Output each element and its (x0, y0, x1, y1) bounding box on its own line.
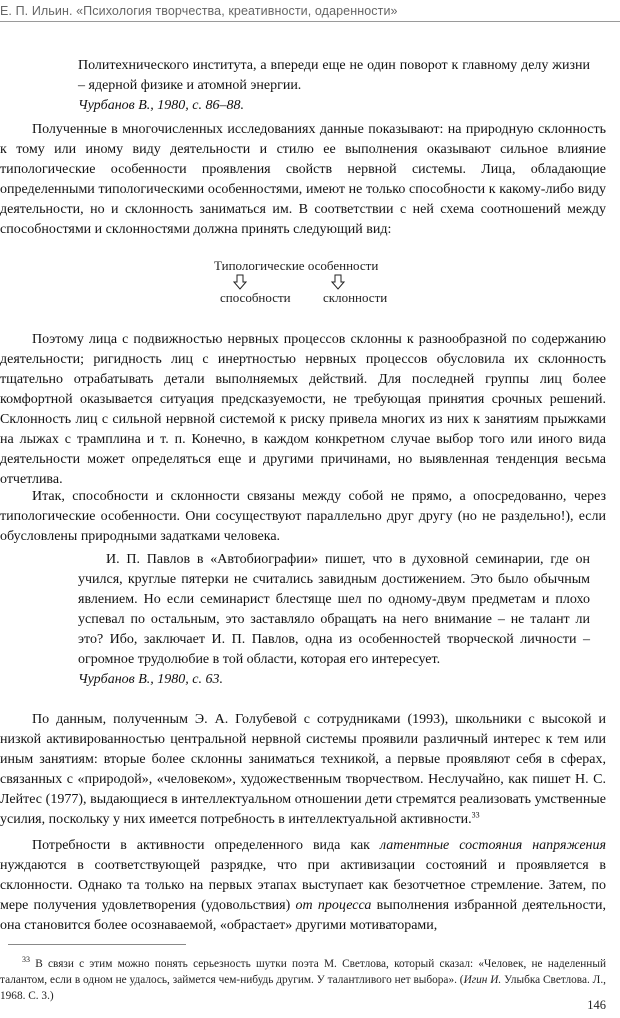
paragraph-3: Итак, способности и склонности связаны между собой не прямо, а опосредованно, через типологические особенности. Они сосуществуют параллельно друг другу (но не раздельно!), если обусловлены природными задатками человека. (0, 489, 606, 544)
term-latent-states: латентные состояния напряжения (379, 838, 606, 853)
paragraph-2: Поэтому лица с подвижностью нервных процессов склонны к разнообразной по содержанию деятельности; ригидность лиц с инертностью нервных процессов обусловила их склонность тщательно отрабатывать детали выполняемых действий. Для последней группы лиц более комфортной оказывается ситуация предсказуемости, не требующая принятия срочных решений. Склонность лиц с сильной нервной системой к риску привела многих из них к занятиям прыжками на лыжах с трамплина и т. п. Конечно, в каждом конкретном случае выбор того или иного вида деятельности может определяться еще и другими причинами, но выявленная тенденция весьма отчетлива. (0, 332, 606, 487)
page-number: 146 (587, 998, 606, 1012)
quote-block-2 (78, 550, 590, 690)
diagram-top-label: Типологические особенности (214, 258, 379, 273)
paragraph-5-start: Потребности в активности определенного вида как (32, 838, 380, 853)
quote-1-text: Политехнического института, а впереди еще не один поворот к главному делу жизни – ядерной физике и атомной энергии. (78, 58, 590, 93)
running-header: Е. П. Ильин. «Психология творчества, креативности, одаренности» (0, 4, 398, 18)
footnote-text-start: В связи с этим можно понять серьезность шутки поэта М. Светлова, который сказал: «Человек, не наделенный талантом, если в одном не удалось, займется чем-нибудь другим. У талантливого нет выбора». ( (0, 958, 606, 986)
paragraph-5-mid: нуждаются в соответствующей разрядке, что при активизации состояний и проявляется в склонности. Однако та только на первых этапах выступает как безотчетное стремление. Затем, по мере получения удовлетворения (удовольствия) (0, 858, 606, 913)
quote-1-citation: Чурбанов В., 1980, с. 86–88. (78, 98, 245, 113)
diagram-right-label: склонности (323, 290, 388, 305)
paragraph-1: Полученные в многочисленных исследованиях данные показывают: на природную склонность к тому или иному виду деятельности и стилю ее выполнения оказывают сильное влияние типологические особенности проявления свойств нервной системы. Лица, обладающие определенными типологическими особенностями, имеют не только способности к какому-либо виду деятельности, но и склонность заниматься им. В соответствии с ней схема соотношений между способностями и склонностями должна принять следующий вид: (0, 122, 606, 237)
quote-2-citation: Чурбанов В., 1980, с. 63. (78, 672, 224, 687)
quote-2-text: И. П. Павлов в «Автобиографии» пишет, что в духовной семинарии, где он учился, круглые пятерки не считались завидным достижением. Это было обычным явлением. Но если семинарист блестяще шел по одному-двум предметам и плохо успевал по остальным, это заставляло обращать на него внимание – не талант ли это? Ибо, заключает И. П. Павлов, одна из особенностей творческой личности – огромное трудолюбие в той области, которая его интересует. (78, 552, 590, 667)
paragraph-5 (0, 836, 606, 936)
down-arrow-icon (331, 274, 345, 290)
footnote-33 (0, 956, 606, 1004)
footnote-number: 33 (22, 955, 30, 965)
footnote-divider (8, 944, 186, 945)
footnote-marker[interactable]: 33 (471, 810, 480, 820)
down-arrow-icon (233, 274, 247, 290)
paragraph-4-text: По данным, полученным Э. А. Голубевой с сотрудниками (1993), школьники с высокой и низкой активированностью центральной нервной системы проявили различный интерес к тем или иным занятиям: вторые более склонны заниматься техникой, а первые проявляют себя в сферах, связанных с «природой», «человеком», художественным творчеством. Неслучайно, как пишет Н. С. Лейтес (1977), выдающиеся в интеллектуальном отношении дети стремятся реализовать умственные усилия, поскольку у них имеется потребность в интеллектуальной активности. (0, 712, 606, 827)
footnote-text-end: Улыбка Светлова. Л., 1968. С. 3.) (0, 974, 606, 1002)
header-divider (0, 21, 620, 22)
paragraph-5-end: выполнения избранной деятельности, она становится более осознаваемой, «обрастает» другими мотиваторами, (0, 898, 607, 933)
quote-block-1 (78, 56, 590, 116)
paragraph-4 (0, 710, 606, 830)
typology-diagram (200, 258, 400, 314)
footnote-author: Игин И. (463, 974, 502, 986)
term-from-process: от процесса (295, 898, 372, 913)
diagram-left-label: способности (220, 290, 291, 305)
